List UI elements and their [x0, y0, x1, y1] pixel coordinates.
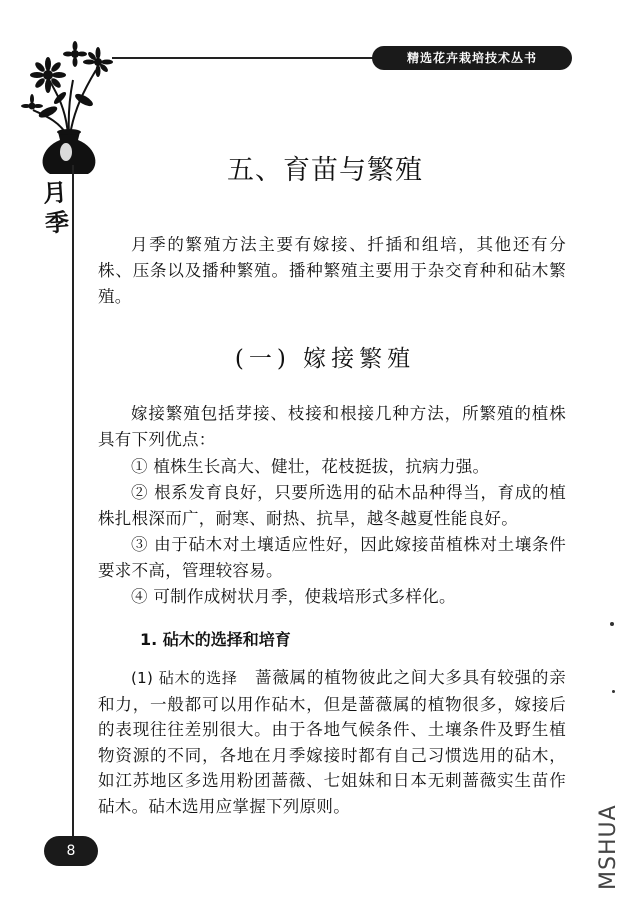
scan-speck	[612, 690, 615, 693]
rootstock-text: 蔷薇属的植物彼此之间大多具有较强的亲和力，一般都可以用作砧木，但是蔷薇属的植物很多，嫁接后的表现往往差别很大。由于各地气候条件、土壤条件及野生植物资源的不同，各地在月季嫁接时都有自己习惯选用的砧木，如江苏地区多选用粉团蔷薇、七姐妹和日本无刺蔷薇实生苗作砧木。砧木选用应掌握下列原则。	[98, 668, 566, 816]
rootstock-run-in-heading: (1) 砧木的选择	[131, 669, 238, 687]
advantage-item: ① 植株生长高大、健壮，花枝挺拔，抗病力强。	[131, 457, 490, 476]
sidebar-book-title: 月季	[41, 177, 70, 238]
flower-vase-illustration	[18, 40, 118, 175]
subsection-title: 1. 砧木的选择和培育	[140, 630, 291, 649]
rootstock-spacer	[238, 668, 255, 687]
margin-rule	[72, 165, 74, 855]
intro-paragraph: 月季的繁殖方法主要有嫁接、扦插和组培，其他还有分株、压条以及播种繁殖。播种繁殖主要用于杂交育种和砧木繁殖。	[98, 235, 566, 306]
series-title-badge: 精选花卉栽培技术丛书	[372, 46, 572, 70]
scan-speck	[610, 622, 614, 626]
section-title: (一) 嫁接繁殖	[234, 346, 416, 372]
advantage-item: ③ 由于砧木对土壤适应性好，因此嫁接苗植株对土壤条件要求不高，管理较容易。	[98, 535, 566, 580]
watermark: MSHUA	[596, 804, 621, 890]
header-rule	[112, 57, 382, 59]
page-number: 8	[44, 836, 98, 866]
chapter-title: 五、育苗与繁殖	[227, 155, 423, 186]
grafting-intro-paragraph: 嫁接繁殖包括芽接、枝接和根接几种方法，所繁殖的植株具有下列优点：	[98, 404, 566, 449]
advantage-item: ② 根系发育良好，只要所选用的砧木品种得当，育成的植株扎根深而广，耐寒、耐热、抗旱，越冬越夏性能良好。	[98, 483, 566, 528]
advantage-item: ④ 可制作成树状月季，使栽培形式多样化。	[131, 587, 456, 606]
rootstock-paragraph	[98, 665, 566, 819]
